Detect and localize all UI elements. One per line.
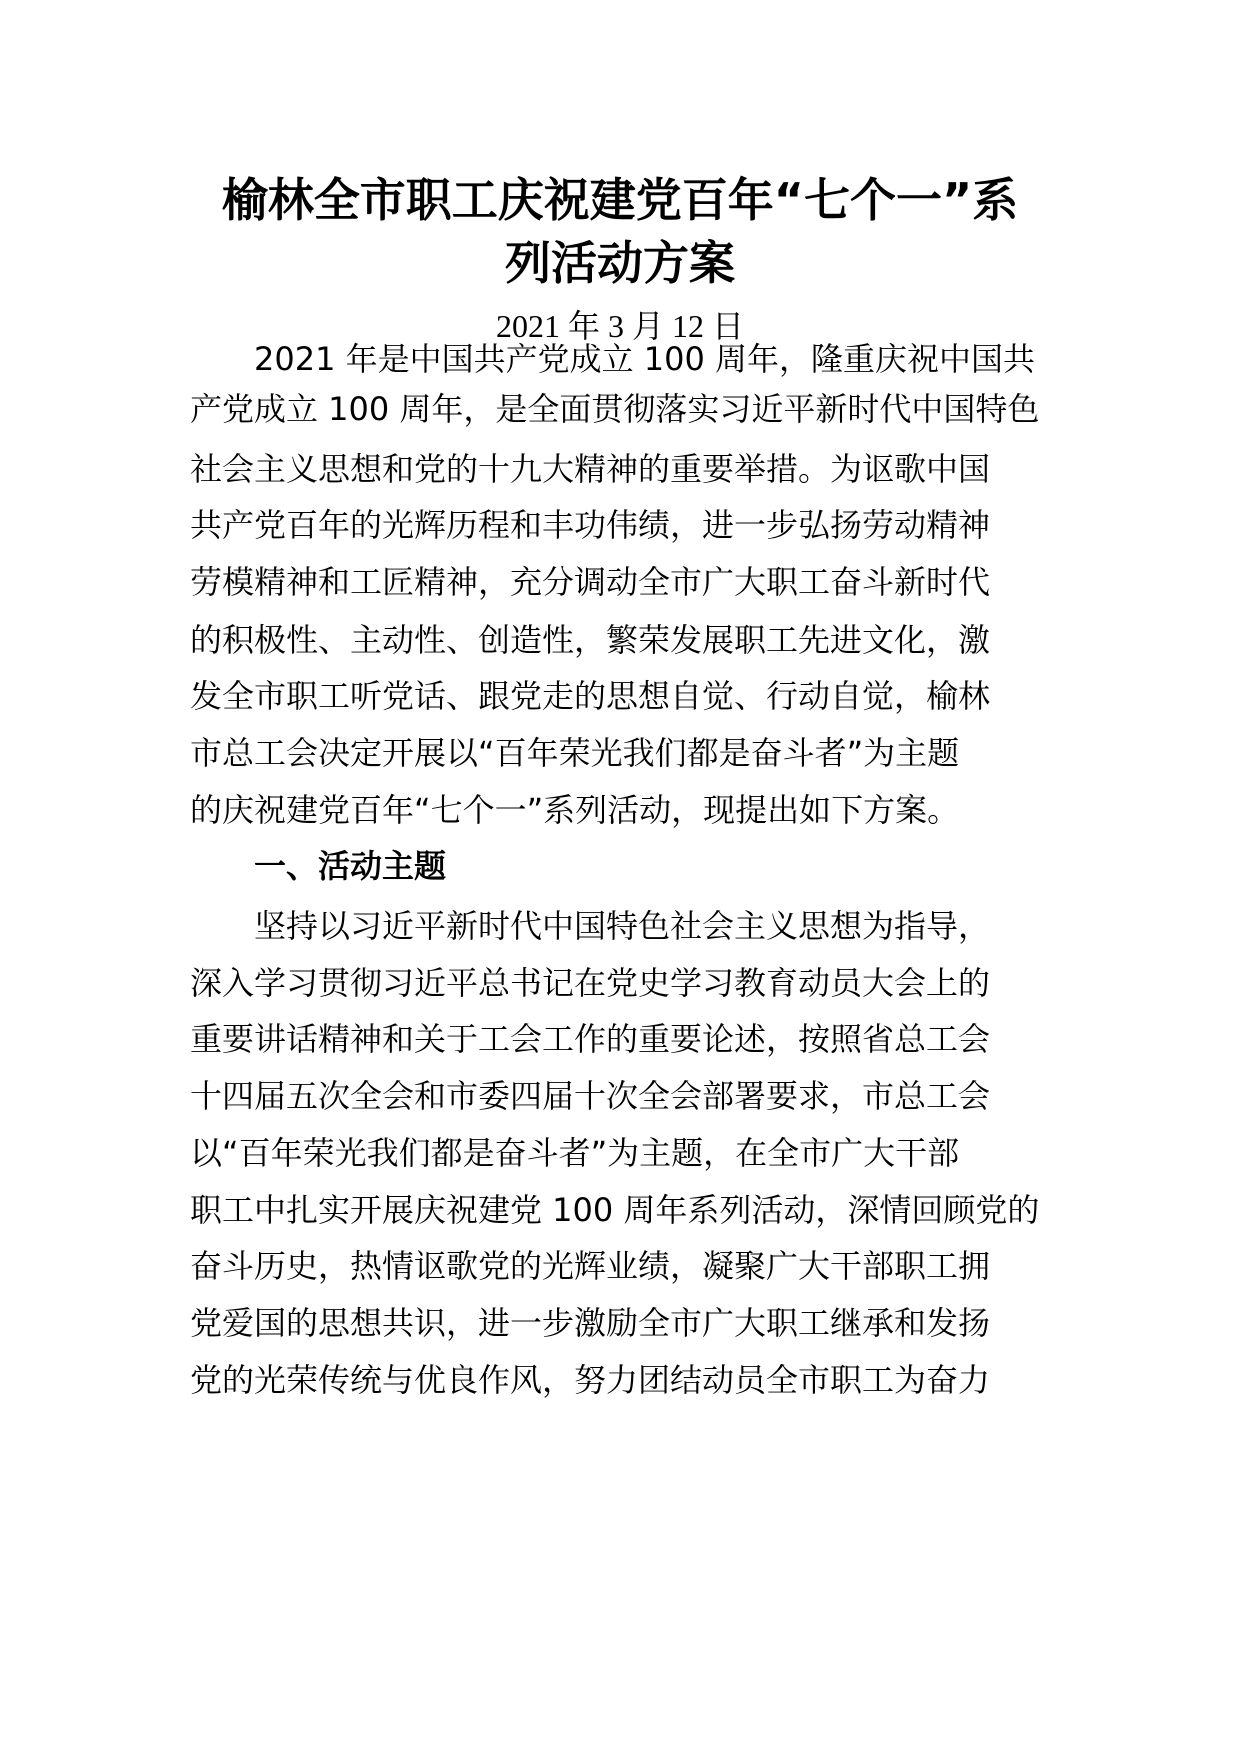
body-line: 发全市职工听党话、跟党走的思想自觉、行动自觉，榆林	[190, 677, 991, 715]
body-line: 以“百年荣光我们都是奋斗者”为主题，在全市广大干部	[190, 1134, 960, 1172]
body-line: 产党成立 100 周年，是全面贯彻落实习近平新时代中国特色	[190, 390, 1040, 428]
section-heading: 一、活动主题	[254, 847, 447, 885]
body-line: 市总工会决定开展以“百年荣光我们都是奋斗者”为主题	[190, 734, 960, 772]
body-line: 党爱国的思想共识，进一步激励全市广大职工继承和发扬	[190, 1304, 991, 1342]
body-line: 职工中扎实开展庆祝建党 100 周年系列活动，深情回顾党的	[190, 1191, 1040, 1229]
document-title-line-2: 列活动方案	[505, 236, 735, 290]
body-line: 劳模精神和工匠精神，充分调动全市广大职工奋斗新时代	[190, 563, 991, 601]
body-line: 十四届五次全会和市委四届十次全会部署要求，市总工会	[190, 1077, 991, 1115]
body-line: 的积极性、主动性、创造性，繁荣发展职工先进文化，激	[190, 621, 991, 659]
body-line: 2021 年是中国共产党成立 100 周年，隆重庆祝中国共	[254, 340, 1036, 378]
body-line: 重要讲话精神和关于工会工作的重要论述，按照省总工会	[190, 1020, 991, 1058]
body-line: 深入学习贯彻习近平总书记在党史学习教育动员大会上的	[190, 964, 991, 1002]
body-line: 的庆祝建党百年“七个一”系列活动，现提出如下方案。	[190, 791, 960, 829]
document-date: 2021 年 3 月 12 日	[495, 308, 744, 344]
body-line: 共产党百年的光辉历程和丰功伟绩，进一步弘扬劳动精神	[190, 506, 991, 544]
body-line: 坚持以习近平新时代中国特色社会主义思想为指导，	[254, 907, 991, 945]
body-line: 奋斗历史，热情讴歌党的光辉业绩，凝聚广大干部职工拥	[190, 1247, 991, 1285]
body-line: 社会主义思想和党的十九大精神的重要举措。为讴歌中国	[190, 450, 991, 488]
body-line: 党的光荣传统与优良作风，努力团结动员全市职工为奋力	[190, 1361, 991, 1399]
document-title-line-1: 榆林全市职工庆祝建党百年“七个一”系	[221, 173, 1019, 227]
